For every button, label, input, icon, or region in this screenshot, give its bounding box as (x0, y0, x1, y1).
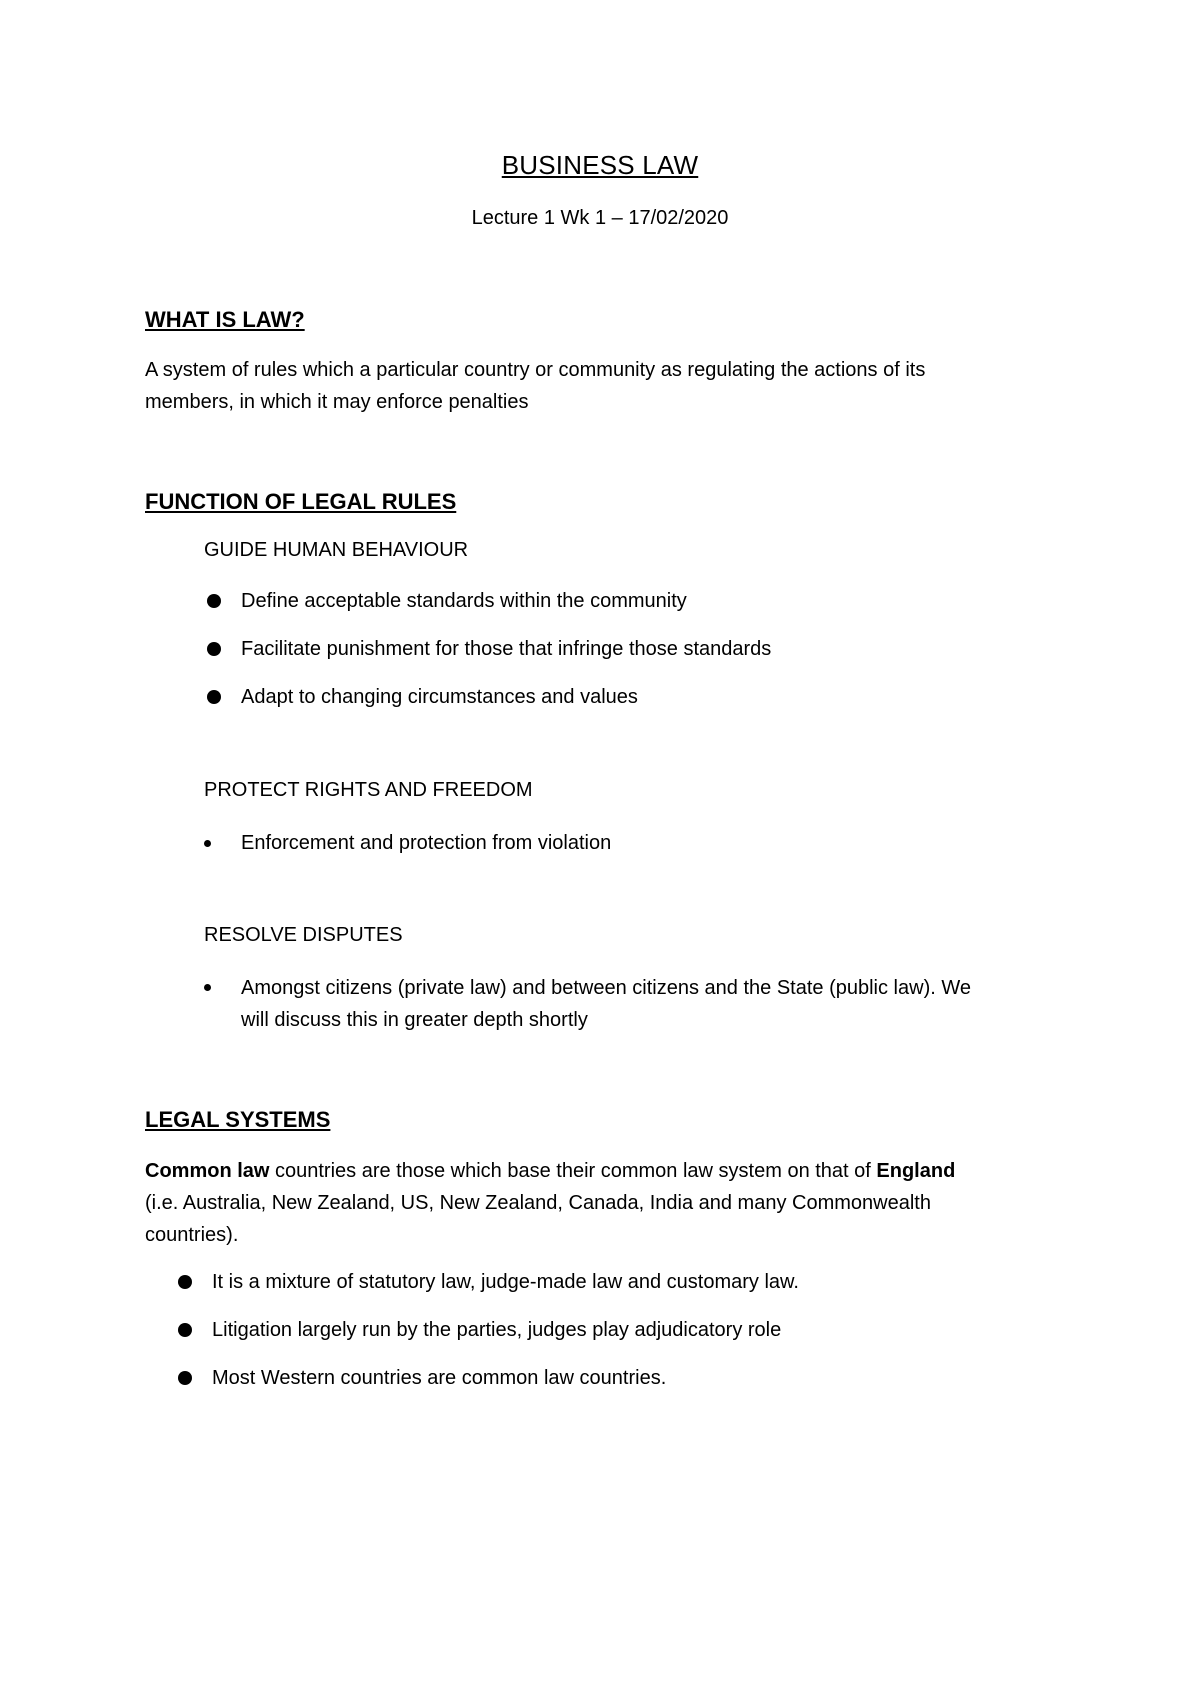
resolve-disputes-item-line-2: will discuss this in greater depth shortly (241, 1009, 588, 1031)
legal-systems-intro-line-2: (i.e. Australia, New Zealand, US, New Zealand, Canada, India and many Commonwealth (145, 1192, 931, 1214)
list-item: Adapt to changing circumstances and values (241, 686, 638, 708)
subhead-guide-human-behaviour: GUIDE HUMAN BEHAVIOUR (204, 539, 469, 561)
bullet-icon (207, 594, 221, 608)
list-item: Facilitate punishment for those that infringe those standards (241, 638, 772, 660)
list-item: Enforcement and protection from violation (241, 832, 612, 854)
england-term: England (876, 1160, 956, 1182)
bullet-icon (204, 984, 211, 991)
document-subtitle: Lecture 1 Wk 1 – 17/02/2020 (471, 207, 729, 229)
legal-systems-intro-line-3: countries). (145, 1224, 239, 1246)
bullet-icon (178, 1323, 192, 1337)
heading-function-of-legal-rules: FUNCTION OF LEGAL RULES (145, 489, 457, 514)
list-item: Litigation largely run by the parties, judges play adjudicatory role (212, 1319, 782, 1341)
list-item: It is a mixture of statutory law, judge-made law and customary law. (212, 1271, 799, 1293)
legal-systems-intro-line-1 (145, 1155, 955, 1187)
bullet-icon (207, 690, 221, 704)
bullet-icon (178, 1275, 192, 1289)
intro-text: countries are those which base their common law system on that of (269, 1160, 877, 1182)
subhead-resolve-disputes: RESOLVE DISPUTES (204, 924, 403, 946)
resolve-disputes-item-line-1: Amongst citizens (private law) and between citizens and the State (public law). We (241, 977, 971, 999)
document-title: BUSINESS LAW (501, 150, 699, 180)
subhead-protect-rights: PROTECT RIGHTS AND FREEDOM (204, 779, 533, 801)
what-is-law-line-1: A system of rules which a particular country or community as regulating the actions of its (145, 359, 926, 381)
bullet-icon (204, 840, 211, 847)
bullet-icon (207, 642, 221, 656)
list-item: Define acceptable standards within the community (241, 590, 687, 612)
what-is-law-line-2: members, in which it may enforce penalties (145, 391, 529, 413)
heading-what-is-law: WHAT IS LAW? (145, 307, 305, 332)
list-item: Most Western countries are common law countries. (212, 1367, 667, 1389)
bullet-icon (178, 1371, 192, 1385)
common-law-term: Common law (145, 1160, 270, 1182)
heading-legal-systems: LEGAL SYSTEMS (145, 1107, 331, 1132)
